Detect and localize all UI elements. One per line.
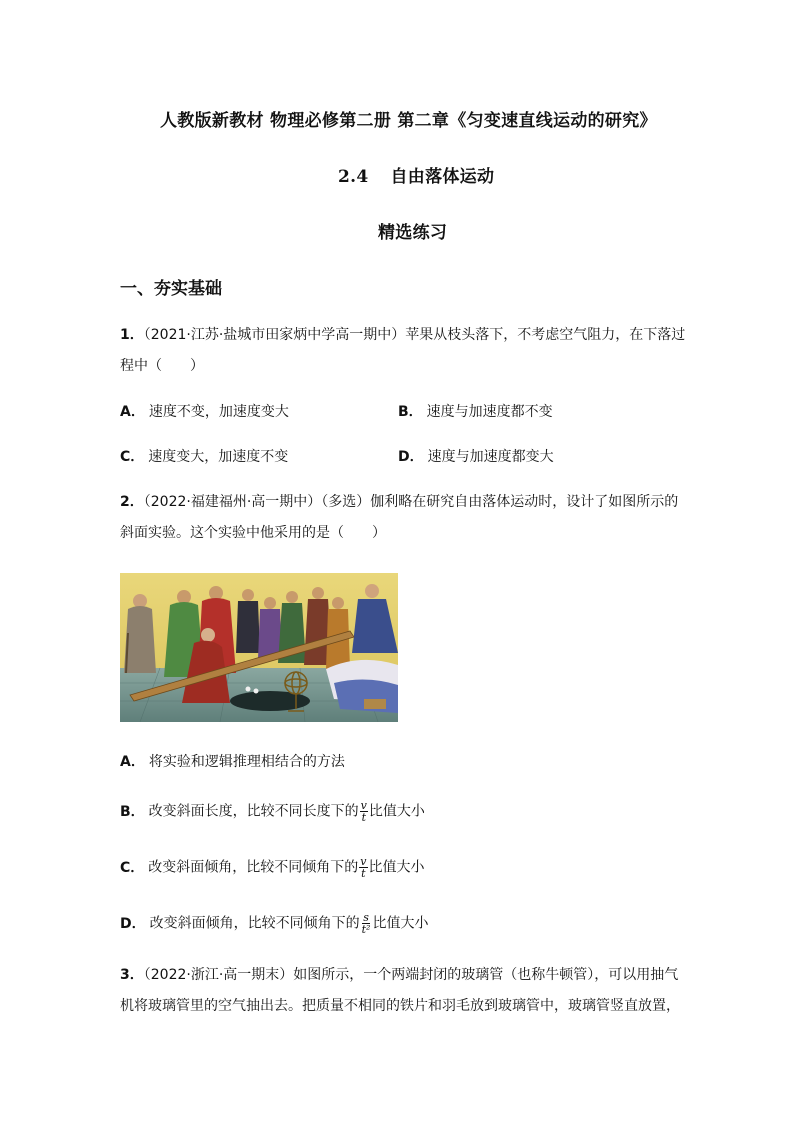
question-stem: 如图所示，一个两端封闭的玻璃管（也称牛顿管），可以用抽气 <box>293 967 679 983</box>
q1-option-d[interactable] <box>398 447 554 467</box>
question-1-line2: 程中（ ） <box>120 358 204 374</box>
fraction-v-over-t <box>359 856 367 879</box>
document-title: 人教版新教材 物理必修第二册 第二章《匀变速直线运动的研究》 <box>160 111 657 131</box>
option-letter: B． <box>398 404 423 420</box>
q1-option-c[interactable] <box>120 447 288 467</box>
option-letter: C． <box>120 859 145 876</box>
section-heading <box>338 162 494 187</box>
question-source: （2021·江苏·盐城市田家炳中学高一期中） <box>143 327 406 343</box>
option-text-suffix: 比值大小 <box>368 803 425 820</box>
fraction-v-over-t <box>360 800 368 823</box>
fraction-denominator: t <box>361 867 366 880</box>
question-source: （2022·浙江·高一期末） <box>143 967 294 983</box>
q1-option-a[interactable] <box>120 402 289 422</box>
option-letter: A． <box>120 754 145 770</box>
option-letter: D． <box>120 915 146 932</box>
question-number: 3． <box>120 967 144 983</box>
fraction-numerator: s <box>363 911 369 924</box>
question-source: （2022·福建福州·高一期中） <box>143 494 322 510</box>
question-1-line1 <box>120 325 685 345</box>
option-letter: A． <box>120 404 145 420</box>
option-letter: C． <box>120 449 145 465</box>
option-text: 速度变大，加速度不变 <box>148 449 289 465</box>
option-text-prefix: 改变斜面长度，比较不同长度下的 <box>148 803 359 820</box>
galileo-inclined-plane-painting <box>120 573 398 722</box>
q2-option-b[interactable] <box>120 800 425 823</box>
option-text: 速度不变，加速度变大 <box>148 404 289 420</box>
fraction-denominator: t² <box>361 923 371 936</box>
q1-option-b[interactable] <box>398 402 553 422</box>
option-text: 将实验和逻辑推理相结合的方法 <box>148 754 345 770</box>
option-letter: B． <box>120 803 145 820</box>
q2-option-a[interactable] <box>120 752 345 772</box>
fraction-s-over-t2 <box>361 912 372 935</box>
q2-option-d[interactable] <box>120 912 428 935</box>
question-2-line1 <box>120 492 678 512</box>
option-text-prefix: 改变斜面倾角，比较不同倾角下的 <box>148 859 359 876</box>
question-3-line2: 机将玻璃管里的空气抽出去。把质量不相同的铁片和羽毛放到玻璃管中，玻璃管竖直放置， <box>120 998 680 1014</box>
subtitle: 精选练习 <box>378 223 448 243</box>
question-number: 2． <box>120 494 144 510</box>
question-3-line1 <box>120 965 678 985</box>
question-stem: 苹果从枝头落下，不考虑空气阻力，在下落过 <box>405 327 686 343</box>
option-text: 速度与加速度都变大 <box>427 449 554 465</box>
q2-option-c[interactable] <box>120 856 425 879</box>
option-text-prefix: 改变斜面倾角，比较不同倾角下的 <box>149 915 360 932</box>
option-letter: D． <box>398 449 424 465</box>
question-2-line2: 斜面实验。这个实验中他采用的是（ ） <box>120 525 386 541</box>
part-heading: 一、夯实基础 <box>120 279 222 299</box>
fraction-numerator: v <box>360 799 367 812</box>
question-number: 1． <box>120 327 144 343</box>
section-title: 自由落体运动 <box>390 167 495 187</box>
section-number: 2.4 <box>338 167 369 187</box>
fraction-denominator: t <box>361 811 366 824</box>
fraction-numerator: v <box>360 855 367 868</box>
option-text: 速度与加速度都不变 <box>426 404 553 420</box>
option-text-suffix: 比值大小 <box>372 915 429 932</box>
question-stem: （多选）伽利略在研究自由落体运动时，设计了如图所示的 <box>321 494 679 510</box>
option-text-suffix: 比值大小 <box>368 859 425 876</box>
